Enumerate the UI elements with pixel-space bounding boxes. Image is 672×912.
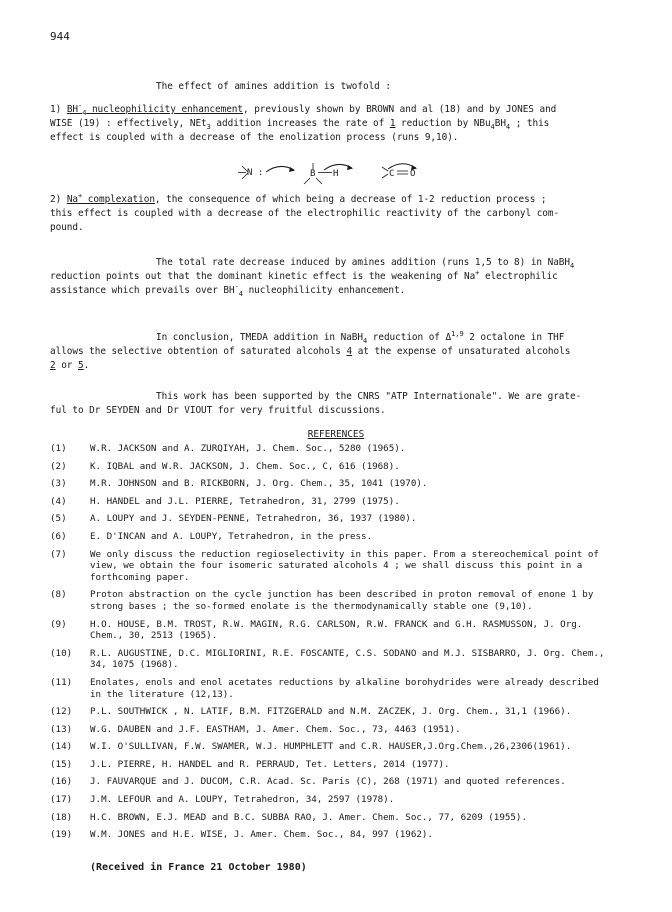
reference-number: (4) (50, 495, 67, 507)
reference-item (50, 531, 610, 543)
reference-item (50, 461, 610, 473)
item-1-number: 1) (50, 104, 62, 115)
item-2-paragraph (50, 193, 610, 235)
reference-number: (5) (50, 513, 67, 525)
item-1-paragraph (50, 103, 610, 145)
rate-line-1: The total rate decrease induced by amines addition (runs 1,5 to 8) in NaBH$_4$ (156, 257, 575, 270)
n-atom-label: N : (247, 168, 264, 178)
item-2-line-2: this effect is coupled with a decrease of the electrophilic reactivity of the carbonyl com- (50, 208, 560, 219)
reference-number: (6) (50, 530, 67, 542)
reference-text: P.L. SOUTHWICK , N. LATIF, B.M. FITZGERALD and N.M. ZACZEK, J. Org. Chem., 31,1 (1966). (90, 706, 572, 718)
reference-item (50, 648, 610, 671)
reference-text: A. LOUPY and J. SEYDEN-PENNE, Tetrahedron, 36, 1937 (1980). (90, 513, 417, 525)
reference-item (50, 812, 610, 824)
reference-number: (19) (50, 829, 73, 841)
reference-item (50, 759, 610, 771)
intro-line: The effect of amines addition is twofold : (156, 81, 391, 92)
item-2-line-3: pound. (50, 222, 84, 233)
ref-compound-4: 4 (346, 346, 353, 357)
reference-item (50, 776, 610, 788)
mechanism-scheme (230, 158, 450, 188)
reference-text: H.O. HOUSE, B.M. TROST, R.W. MAGIN, R.G. CARLSON, R.W. FRANCK and G.H. RASMUSSON, J. Org. Chem., 30, 2513 (1965). (90, 618, 583, 642)
reference-number: (8) (50, 589, 67, 601)
rate-paragraph (50, 256, 610, 298)
reference-number: (11) (50, 676, 73, 688)
ack-line-2: ful to Dr SEYDEN and Dr VIOUT for very fruitful discussions. (50, 405, 386, 416)
item-2-number: 2) (50, 194, 62, 205)
conclusion-paragraph (50, 331, 610, 373)
reference-item (50, 794, 610, 806)
conclusion-line-3: 2 or 5. (50, 360, 90, 371)
reference-number: (14) (50, 741, 73, 753)
reference-item (50, 478, 610, 490)
item-2-heading: Na+ complexation (66, 192, 155, 205)
reference-item (50, 496, 610, 508)
reference-text: J.M. LEFOUR and A. LOUPY, Tetrahedron, 34, 2597 (1978). (90, 794, 395, 806)
page-number: 944 (50, 30, 70, 43)
reference-number: (3) (50, 478, 67, 490)
rate-line-2: reduction points out that the dominant kinetic effect is the weakening of Na+ electrophilic (50, 269, 558, 282)
item-1-line-3: effect is coupled with a decrease of the enolization process (runs 9,10). (50, 132, 459, 143)
reference-item (50, 443, 610, 455)
reference-item (50, 589, 610, 612)
item-1-heading: $BH^-_4$ nucleophilicity enhancement (66, 102, 243, 117)
ref-compound-1: 1 (389, 118, 396, 129)
reference-text: M.R. JOHNSON and B. RICKBORN, J. Org. Chem., 35, 1041 (1970). (90, 478, 428, 490)
reference-item (50, 677, 610, 700)
reference-item (50, 706, 610, 718)
reference-number: (12) (50, 706, 73, 718)
reference-item (50, 829, 610, 841)
reference-number: (18) (50, 811, 73, 823)
received-date: (Received in France 21 October 1980) (90, 862, 307, 873)
b-bond-left (304, 178, 310, 184)
b-bond-right (316, 178, 322, 184)
references-list (50, 443, 610, 847)
conclusion-line-1: In conclusion, TMEDA addition in NaBH$_4$ reduction of Δ$^{1,9}$ 2 octalone in THF (156, 330, 565, 345)
item-1-line-2: WISE (19) : effectively, NEt$_3$ addition increases the rate of 1 reduction by $NBu_4BH_4$ ; this (50, 118, 550, 131)
reference-number: (13) (50, 723, 73, 735)
reference-text: W.G. DAUBEN and J.F. EASTHAM, J. Amer. Chem. Soc., 73, 4463 (1951). (90, 723, 461, 735)
c-atom-label: C (389, 169, 395, 179)
reference-number: (17) (50, 794, 73, 806)
reference-text: H. HANDEL and J.L. PIERRE, Tetrahedron, 31, 2799 (1975). (90, 495, 400, 507)
reference-number: (1) (50, 443, 67, 454)
o-atom-label: O (410, 169, 416, 179)
acknowledgement-paragraph (50, 390, 610, 418)
c-bond-upper (382, 167, 388, 171)
reference-text: J. FAUVARQUE and J. DUCOM, C.R. Acad. Sc. Paris (C), 268 (1971) and quoted references. (90, 776, 566, 788)
ref-compound-5: 5 (78, 360, 84, 371)
reference-item (50, 549, 610, 584)
reference-text: W.I. O'SULLIVAN, F.W. SWAMER, W.J. HUMPHLETT and C.R. HAUSER,J.Org.Chem.,26,2306(1961). (90, 741, 572, 753)
reference-text: Proton abstraction on the cycle junction has been described in proton removal of enone 1 by strong bases ; the so-formed enolate is the thermodynamically stable one (9,10). (90, 589, 594, 612)
reference-item (50, 741, 610, 753)
reference-text: J.L. PIERRE, H. HANDEL and R. PERRAUD, Tet. Letters, 2014 (1977). (90, 758, 450, 770)
references-heading: REFERENCES (307, 429, 365, 440)
reference-item (50, 724, 610, 736)
rate-line-3: assistance which prevails over $BH^-_4$ nucleophilicity enhancement. (50, 283, 406, 298)
h-atom-label: H (333, 169, 339, 179)
reference-number: (16) (50, 776, 73, 788)
reference-item (50, 619, 610, 642)
reference-number: (10) (50, 647, 73, 659)
reference-text: H.C. BROWN, E.J. MEAD and B.C. SUBBA RAO, J. Amer. Chem. Soc., 77, 6209 (1955). (90, 811, 527, 823)
reference-number: (9) (50, 618, 67, 630)
reference-item (50, 513, 610, 525)
reference-number: (15) (50, 758, 73, 770)
c-bond-lower (382, 174, 388, 178)
reference-text: R.L. AUGUSTINE, D.C. MIGLIORINI, R.E. FOSCANTE, C.S. SODANO and M.J. SISBARRO, J. Org. Chem., 34, 1075 (1968). (90, 647, 605, 671)
reference-text: We only discuss the reduction regioselectivity in this paper. From a stereochemical point of view, we obtain the four isomeric saturated alcohols 4 ; we shall discuss this point in a forthcoming paper. (90, 548, 599, 583)
conclusion-line-2: allows the selective obtention of saturated alcohols 4 at the expense of unsaturated alcohols (50, 346, 571, 357)
ref-compound-2: 2 (50, 360, 56, 371)
reference-text: Enolates, enols and enol acetates reductions by alkaline borohydrides were already described in the literature (12,13). (90, 676, 599, 700)
ack-line-1: This work has been supported by the CNRS "ATP Internationale". We are grate- (156, 391, 582, 402)
item-1-line-1 (50, 103, 610, 117)
reference-text: W.M. JONES and H.E. WISE, J. Amer. Chem. Soc., 84, 997 (1962). (90, 829, 433, 841)
reference-text: K. IQBAL and W.R. JACKSON, J. Chem. Soc., C, 616 (1968). (90, 460, 400, 472)
reference-number: (7) (50, 548, 67, 560)
reference-text: W.R. JACKSON and A. ZURQIYAH, J. Chem. Soc., 5280 (1965). (90, 443, 406, 454)
reference-text: E. D'INCAN and A. LOUPY, Tetrahedron, in the press. (90, 530, 373, 542)
item-1-text-a: , previously shown by BROWN and al (18) and by JONES and (243, 104, 557, 115)
item-2-line-1: 2) Na+ complexation, the consequence of which being a decrease of 1-2 reduction process ; (50, 192, 547, 205)
b-atom-label: B (310, 169, 316, 179)
reference-number: (2) (50, 460, 67, 472)
